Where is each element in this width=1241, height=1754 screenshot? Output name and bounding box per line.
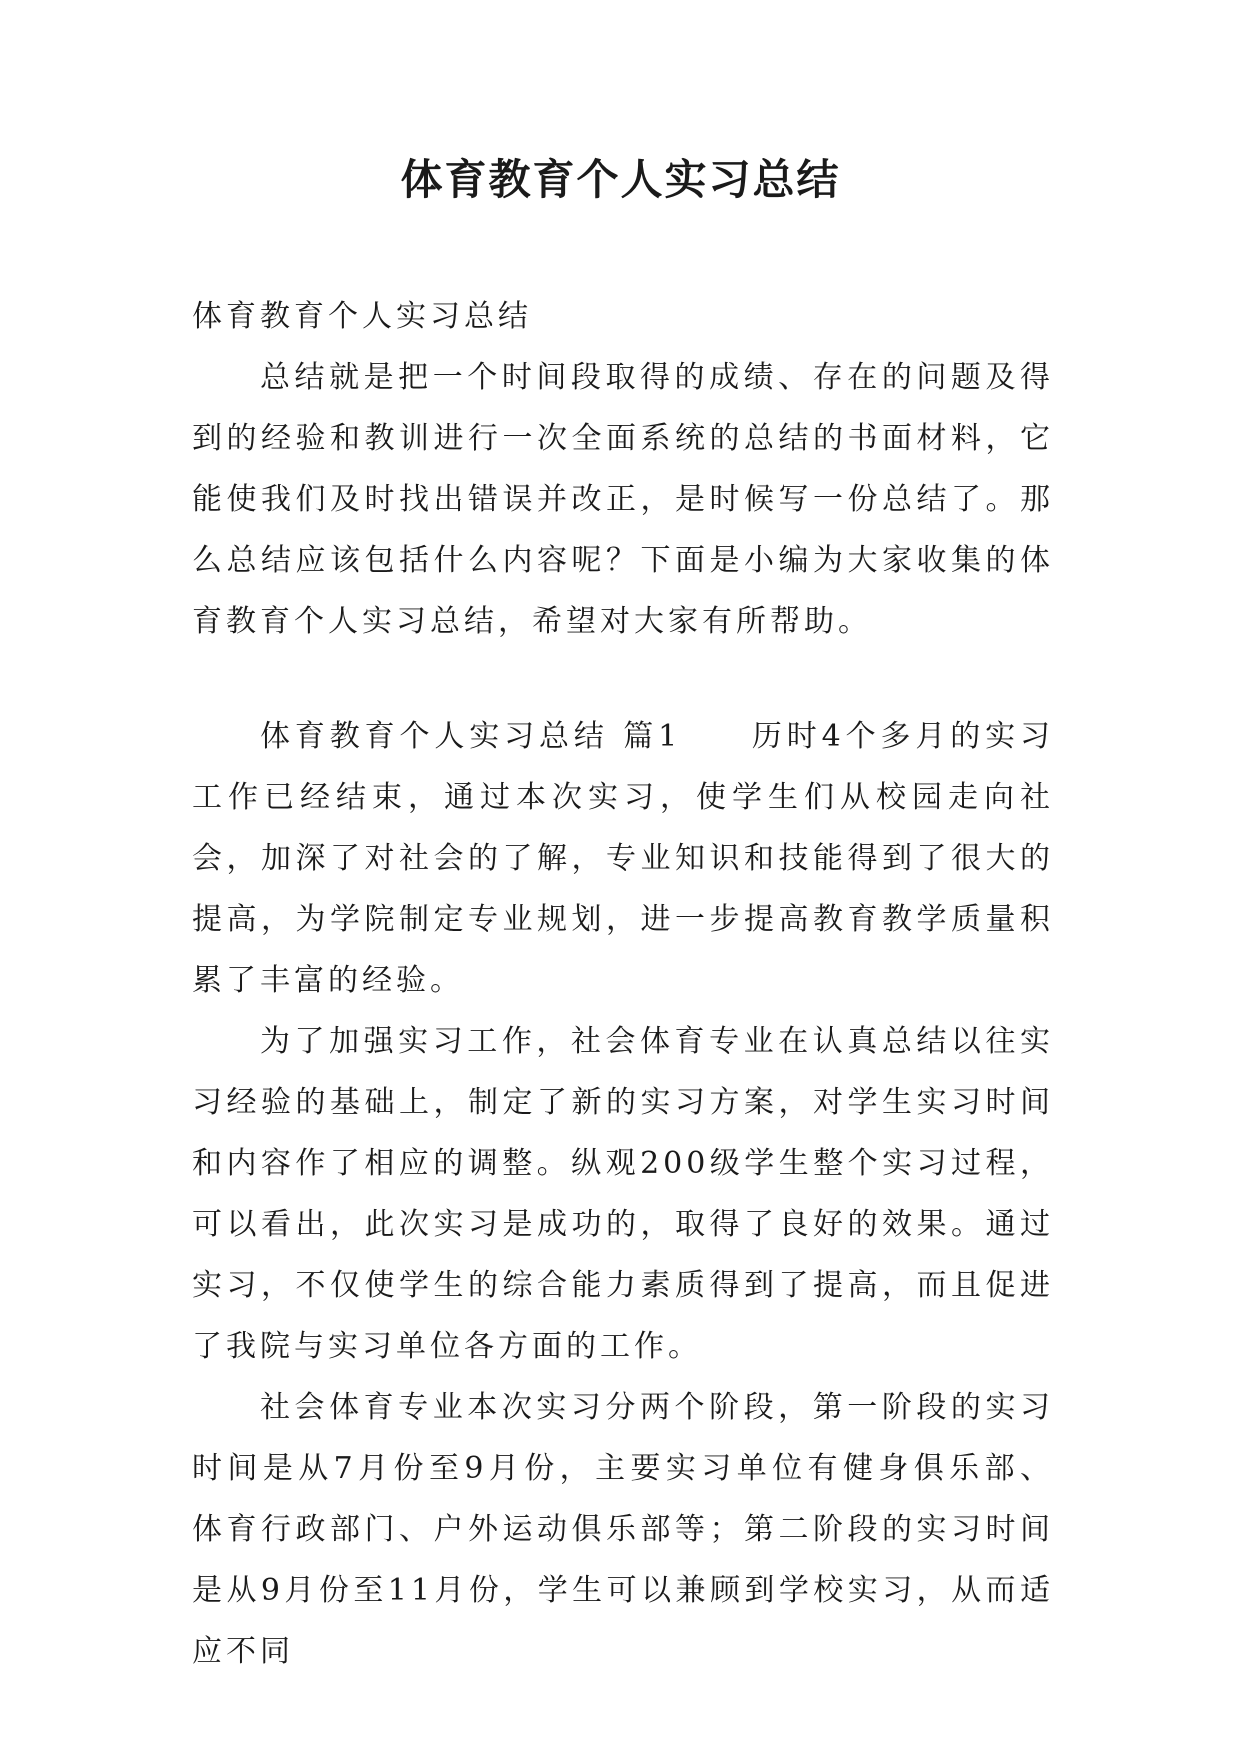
paragraph-section-1: 体育教育个人实习总结 篇1 历时4个多月的实习工作已经结束，通过本次实习，使学生们从校园走向社会，加深了对社会的了解，专业知识和技能得到了很大的提高，为学院制定专业规划，进一步提高教育教学质量积累了丰富的经验。 [192, 719, 1054, 998]
paragraph-internship-stages: 社会体育专业本次实习分两个阶段，第一阶段的实习时间是从7月份至9月份，主要实习单位有健身俱乐部、体育行政部门、户外运动俱乐部等；第二阶段的实习时间是从9月份至11月份，学生可以兼顾到学校实习，从而适应不同 [192, 1390, 1054, 1669]
document-title: 体育教育个人实习总结 [400, 155, 841, 204]
paragraph-internship-plan: 为了加强实习工作，社会体育专业在认真总结以往实习经验的基础上，制定了新的实习方案，对学生实习时间和内容作了相应的调整。纵观200级学生整个实习过程，可以看出，此次实习是成功的，取得了良好的效果。通过实习，不仅使学生的综合能力素质得到了提高，而且促进了我院与实习单位各方面的工作。 [192, 1024, 1054, 1364]
paragraph-intro: 总结就是把一个时间段取得的成绩、存在的问题及得到的经验和教训进行一次全面系统的总结的书面材料，它能使我们及时找出错误并改正，是时候写一份总结了。那么总结应该包括什么内容呢？下面是小编为大家收集的体育教育个人实习总结，希望对大家有所帮助。 [192, 360, 1054, 639]
paragraph-subtitle: 体育教育个人实习总结 [192, 299, 532, 334]
document-body [192, 286, 1054, 1682]
